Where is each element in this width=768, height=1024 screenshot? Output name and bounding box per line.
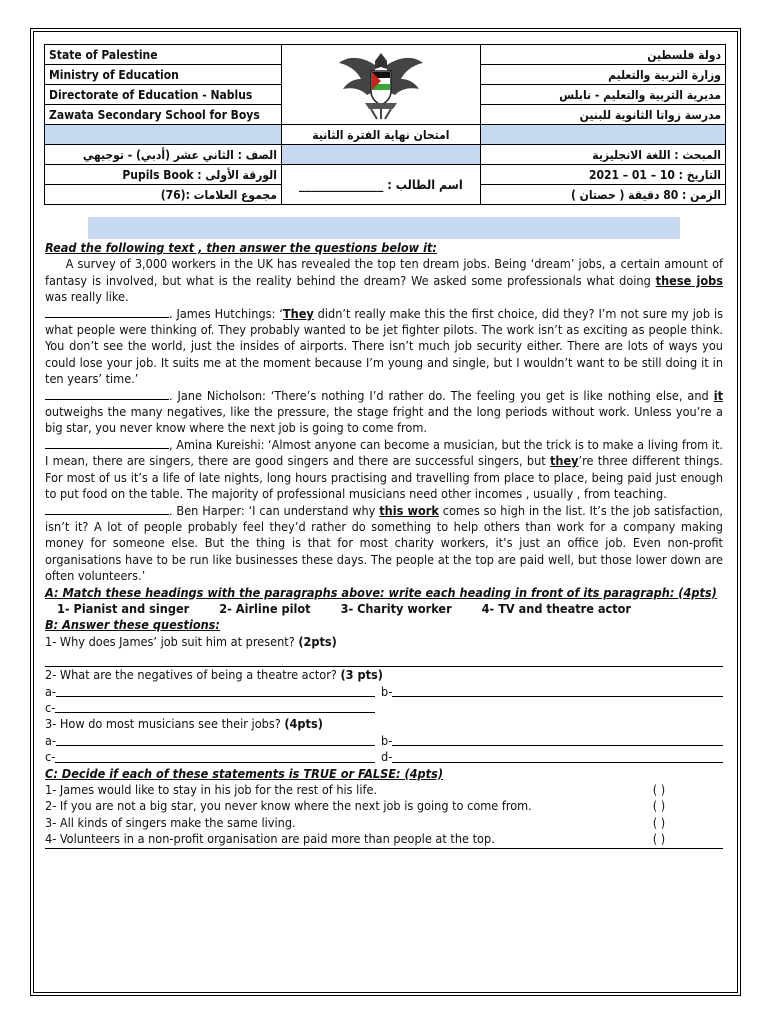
answer-q3-b[interactable] [392,733,723,746]
header-left-4: Zawata Secondary School for Boys [45,105,282,125]
headings-list [45,601,723,617]
heading-option-1: 1- Pianist and singer [57,600,190,616]
header-blue-center [281,145,480,165]
header-left-2: Ministry of Education [45,65,282,85]
tf-answer-1[interactable]: ( ) [652,782,666,797]
eagle-emblem-icon [335,47,427,123]
subject-label: المبحث : اللغة الانجليزية [480,145,725,165]
header-right-4: مدرسة زواتا الثانوية للبنين [480,105,725,125]
heading-blank-4[interactable] [45,503,169,515]
reading-instruction: Read the following text , then answer the questions below it: [45,240,437,255]
paragraph-4: . Ben Harper: ‘I can understand why this work comes so high in the list. It’s the job satisfaction, isn’t it? A lot of people probably feel they’d rather do something to help others than work for a company making money for someone else. But the thing is that for most charity workers, it’s just an office job. Even non-profit organisations have to be run like businesses these days. The people at the top are paid well, but those lower down are often volunteers.’ [45,502,723,584]
paragraph-1: . James Hutchings: ‘They didn’t really make this the first choice, did they? I’m not sure my job is what people were thinking of. They probably wanted to be jet fighter pilots. The work isn’t as exciting as people think. You don’t see the world, just the insides of airports. There isn’t much job security either. There are lots of ways you could lose your job. It suits me at the moment because I’m young and single, but I wouldn’t want to be still doing it in ten years’ time.’ [45,305,723,387]
header-right-2: وزارة التربية والتعليم [480,65,725,85]
section-c-title: C: Decide if each of these statements is TRUE or FALSE: (4pts) [45,765,444,781]
header-blue-left [45,125,282,145]
q2-answers-c: c- [45,700,723,716]
marks-label: مجموع العلامات :(76) [45,185,282,205]
heading-blank-3[interactable] [45,437,169,449]
paragraph-2: . Jane Nicholson: ‘There’s nothing I’d rather do. The feeling you get is like nothing else, and it outweighs the many negatives, like the pressure, the stage fright and the long periods without work. Unless you’re a big star, you never know where the next job is going to come from. [45,387,723,436]
tf-answer-2[interactable]: ( ) [652,798,666,814]
intro-paragraph: A survey of 3,000 workers in the UK has revealed the top ten dream jobs. Being ‘dream’ jobs, a certain amount of fantasy is involved, but what is the reality behind the dream? We asked some professionals what doing these jobs was really like. [45,256,723,305]
tf-answer-4[interactable]: ( ) [652,831,666,847]
palestine-emblem [281,45,480,125]
date-label: التاريخ : 10 – 01 – 2021 [480,165,725,185]
answer-q3-d[interactable] [392,749,723,762]
question-1: 1- Why does James’ job suit him at present? (2pts) [45,633,337,649]
q3-answers-cd: c- d- [45,749,723,765]
exam-title: امتحان نهاية الفترة الثانية [281,125,480,145]
tf-statement-1: 1- James would like to stay in his job for the rest of his life. ( ) [45,782,723,798]
header-left-1: State of Palestine [45,45,282,65]
question-2: 2- What are the negatives of being a theatre actor? (3 pts) [45,667,383,683]
heading-option-3: 3- Charity worker [340,600,452,616]
q2-answers-ab: a- b- [45,684,723,700]
header-right-1: دولة فلسطين [480,45,725,65]
q3-answers-ab: a- b- [45,733,723,749]
section-a-title: A: Match these headings with the paragraphs above: write each heading in front of its paragraph: (4pts) [45,584,717,600]
section-b-title: B: Answer these questions: [45,617,220,633]
tf-statement-2: 2- If you are not a big star, you never know where the next job is going to come from. ( ) [45,798,723,814]
tf-statement-4: 4- Volunteers in a non-profit organisation are paid more than people at the top. ( ) [45,831,723,848]
heading-blank-1[interactable] [45,306,169,318]
paragraph-3: , Amina Kureishi: ‘Almost anyone can become a musician, but the trick is to make a living from it. I mean, there are singers, there are good singers and there are successful singers, but they’re three different things. For most of us it’s a life of late nights, long hours practising and travelling from place to place, being paid just enough to put food on the table. The majority of professional musicians need other incomes , usually , from teaching. [45,436,723,502]
answer-q2-c[interactable] [55,700,375,713]
heading-option-2: 2- Airline pilot [219,600,311,616]
answer-q2-b[interactable] [392,684,723,697]
answer-q2-a[interactable] [56,684,375,697]
answer-q3-c[interactable] [55,749,375,762]
header-right-3: مديرية التربية والتعليم - نابلس [480,85,725,105]
tf-answer-3[interactable]: ( ) [652,814,666,830]
class-label: الصف : الثاني عشر (أدبي) - توجيهي [45,145,282,165]
paper-label: الورقة الأولى : Pupils Book [45,165,282,185]
blue-strip [88,217,680,239]
heading-blank-2[interactable] [45,388,169,400]
time-label: الزمن : 80 دقيقة ( حصتان ) [480,185,725,205]
header-left-3: Directorate of Education - Nablus [45,85,282,105]
answer-q3-a[interactable] [56,733,375,746]
answer-line-q1[interactable] [45,650,723,667]
header-blue-right [480,125,725,145]
heading-option-4: 4- TV and theatre actor [481,600,632,616]
exam-header [44,44,726,205]
exam-content [45,240,723,849]
question-3: 3- How do most musicians see their jobs? (4pts) [45,716,323,732]
student-name-field[interactable]: اسم الطالب : _______________ [281,165,480,205]
tf-statement-3: 3- All kinds of singers make the same living. ( ) [45,815,723,831]
